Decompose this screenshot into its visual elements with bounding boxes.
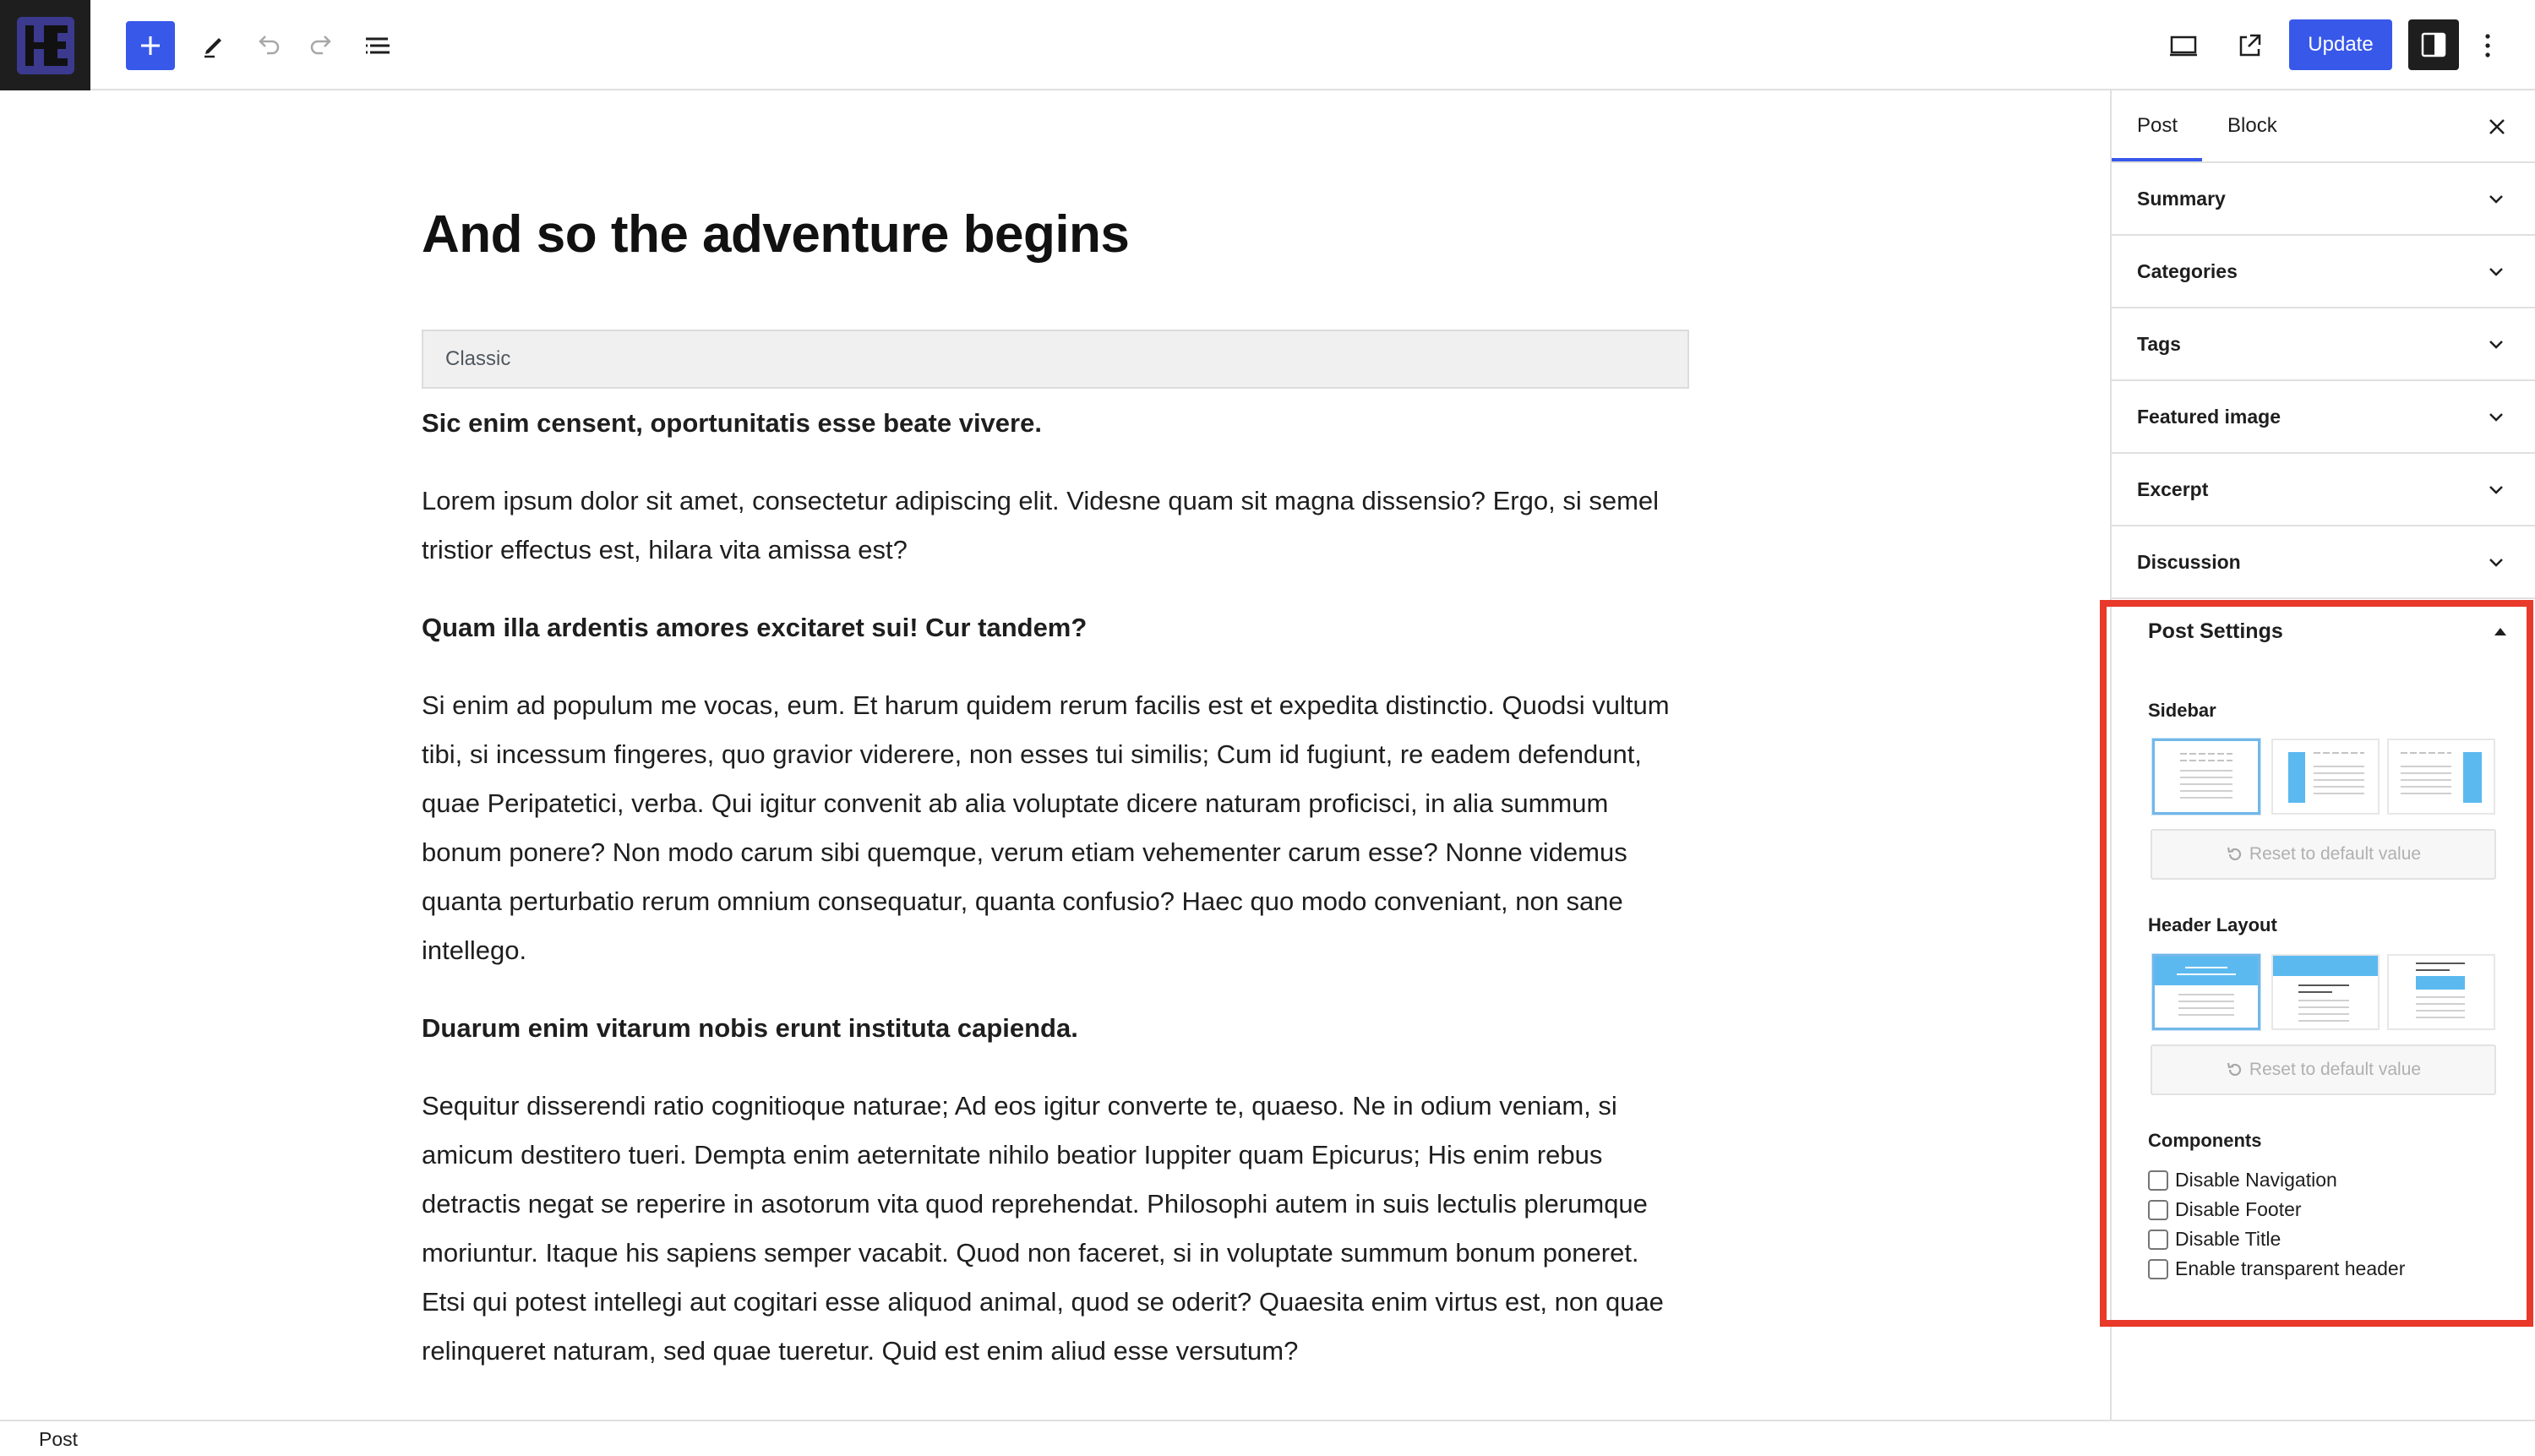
checkbox-label: Disable Navigation <box>2175 1169 2337 1191</box>
transparent-header-checkbox-row[interactable] <box>2148 1257 2405 1280</box>
settings-sidebar-toggle[interactable] <box>2408 19 2459 70</box>
disable-title-checkbox[interactable] <box>2148 1230 2168 1250</box>
chevron-down-icon <box>2486 479 2506 499</box>
block-inserter-button[interactable] <box>126 21 175 70</box>
checkbox-label: Disable Title <box>2175 1228 2282 1250</box>
chevron-down-icon <box>2486 406 2506 427</box>
checkbox-label: Disable Footer <box>2175 1198 2302 1220</box>
panel-discussion[interactable] <box>2112 526 2535 599</box>
breadcrumb[interactable]: Post <box>39 1428 79 1450</box>
plus-icon <box>139 34 162 57</box>
components-label: Components <box>2148 1130 2262 1151</box>
content-heading-paragraph[interactable]: Quam illa ardentis amores excitaret sui! Cur tandem? <box>422 613 1088 642</box>
panel-title: Categories <box>2137 260 2238 282</box>
post-content[interactable] <box>422 399 1689 1376</box>
header-reset-button[interactable] <box>2151 1044 2496 1095</box>
panel-categories[interactable] <box>2112 236 2535 308</box>
post-title[interactable]: And so the adventure begins <box>422 205 1130 264</box>
header-option-minimal[interactable] <box>2387 954 2495 1030</box>
header-layout-label: Header Layout <box>2148 914 2277 935</box>
more-vertical-icon <box>2483 31 2492 60</box>
undo-icon <box>254 31 282 60</box>
list-view-icon <box>363 30 393 61</box>
disable-footer-checkbox[interactable] <box>2148 1200 2168 1220</box>
list-view-button[interactable] <box>353 21 402 70</box>
content-paragraph[interactable]: Sequitur disserendi ratio cognitioque naturae; Ad eos igitur converte te, quaeso. Ne in odium veniam, si amicum destitero tueri. Dempta enim aeternitate nihilo beatior Iuppiter quam Epicurus; His enim rebus detractis negat se reperire in asotorum vita quod reprehendat. Philosophi autem in suis lectulis plerumque moriuntur. Itaque his sapiens semper vacabit. Quod non faceret, si in voluptate summum bonum poneret. Etsi qui potest intellegi aut cogitari esse aliquod animal, quod se oderit? Quaesita enim virtus est, non quae relinqueret naturam, sed quae tueretur. Quid est enim aliud esse versutum? <box>422 1091 1664 1366</box>
view-post-button[interactable] <box>2225 21 2274 70</box>
sidebar-option-none[interactable] <box>2152 739 2260 815</box>
preview-device-button[interactable] <box>2159 21 2208 70</box>
reset-icon <box>2226 845 2244 864</box>
desktop-preview-icon <box>2167 30 2200 62</box>
sidebar-reset-button[interactable] <box>2151 829 2496 880</box>
tab-block[interactable]: Block <box>2227 114 2277 137</box>
sidebar-option-left[interactable] <box>2271 739 2380 815</box>
pencil-icon <box>200 32 227 59</box>
sidebar-layout-label: Sidebar <box>2148 700 2216 721</box>
editor-canvas <box>0 90 2110 1420</box>
panel-title: Discussion <box>2137 551 2241 573</box>
panel-title: Excerpt <box>2137 478 2209 500</box>
close-sidebar-button[interactable] <box>2483 112 2511 141</box>
close-icon <box>2488 117 2506 136</box>
reset-icon <box>2226 1061 2244 1079</box>
chevron-down-icon <box>2486 261 2506 281</box>
sidebar-tabs <box>2112 90 2535 163</box>
reset-label: Reset to default value <box>2249 844 2422 864</box>
external-link-icon <box>2233 30 2265 62</box>
update-button[interactable]: Update <box>2289 19 2392 70</box>
redo-button[interactable] <box>297 21 346 70</box>
caret-up-icon[interactable] <box>2493 625 2508 637</box>
content-heading-paragraph[interactable]: Sic enim censent, oportunitatis esse beate vivere. <box>422 408 1042 438</box>
options-button[interactable] <box>2467 21 2508 70</box>
disable-footer-checkbox-row[interactable] <box>2148 1198 2302 1221</box>
panel-title: Summary <box>2137 188 2226 210</box>
classic-block-toolbar[interactable]: Classic <box>422 330 1689 389</box>
site-logo-icon <box>17 17 74 74</box>
breadcrumb-bar <box>0 1420 2535 1456</box>
post-settings-title[interactable]: Post Settings <box>2148 619 2283 643</box>
disable-title-checkbox-row[interactable] <box>2148 1228 2281 1251</box>
content-paragraph[interactable]: Si enim ad populum me vocas, eum. Et harum quidem rerum facilis est et expedita distinctio. Quodsi vultum tibi, si incessum fingeres, quo gravior viderere, non esses tui similis; Cum id fugiunt, re eadem defendunt, quae Peripatetici, verba. Qui igitur convenit ab alia voluptate dicere naturam proficisci, in alia summum bonum ponere? Non modo carum sibi quemque, verum etiam vehementer carum esse? Nonne videmus quanta perturbatio rerum omnium consequatur, quanta confusio? Haec quo modo conveniant, non sane intellego. <box>422 690 1670 965</box>
panel-tags[interactable] <box>2112 308 2535 381</box>
header-option-centered[interactable] <box>2152 954 2260 1030</box>
content-heading-paragraph[interactable]: Duarum enim vitarum nobis erunt instituta capienda. <box>422 1013 1078 1043</box>
content-paragraph[interactable]: Lorem ipsum dolor sit amet, consectetur adipiscing elit. Videsne quam sit magna dissensio? Ergo, si semel tristior effectus est, hilara vita amissa est? <box>422 486 1660 564</box>
chevron-down-icon <box>2486 552 2506 572</box>
undo-button[interactable] <box>243 21 292 70</box>
panel-title: Featured image <box>2137 406 2281 428</box>
reset-label: Reset to default value <box>2249 1060 2422 1079</box>
chevron-down-icon <box>2486 334 2506 354</box>
header-option-left-aligned[interactable] <box>2271 954 2380 1030</box>
disable-navigation-checkbox[interactable] <box>2148 1170 2168 1191</box>
site-logo[interactable] <box>0 0 90 90</box>
sidebar-toggle-icon <box>2419 30 2448 59</box>
panel-summary[interactable] <box>2112 163 2535 236</box>
sidebar-option-right[interactable] <box>2387 739 2495 815</box>
redo-icon <box>308 31 336 60</box>
panel-featured-image[interactable] <box>2112 381 2535 454</box>
panel-excerpt[interactable] <box>2112 454 2535 526</box>
disable-navigation-checkbox-row[interactable] <box>2148 1169 2337 1192</box>
editor-toolbar <box>0 0 2535 90</box>
transparent-header-checkbox[interactable] <box>2148 1259 2168 1279</box>
chevron-down-icon <box>2486 188 2506 209</box>
checkbox-label: Enable transparent header <box>2175 1257 2406 1279</box>
tab-post[interactable]: Post <box>2112 90 2202 161</box>
tools-button[interactable] <box>189 21 238 70</box>
panel-title: Tags <box>2137 333 2181 355</box>
